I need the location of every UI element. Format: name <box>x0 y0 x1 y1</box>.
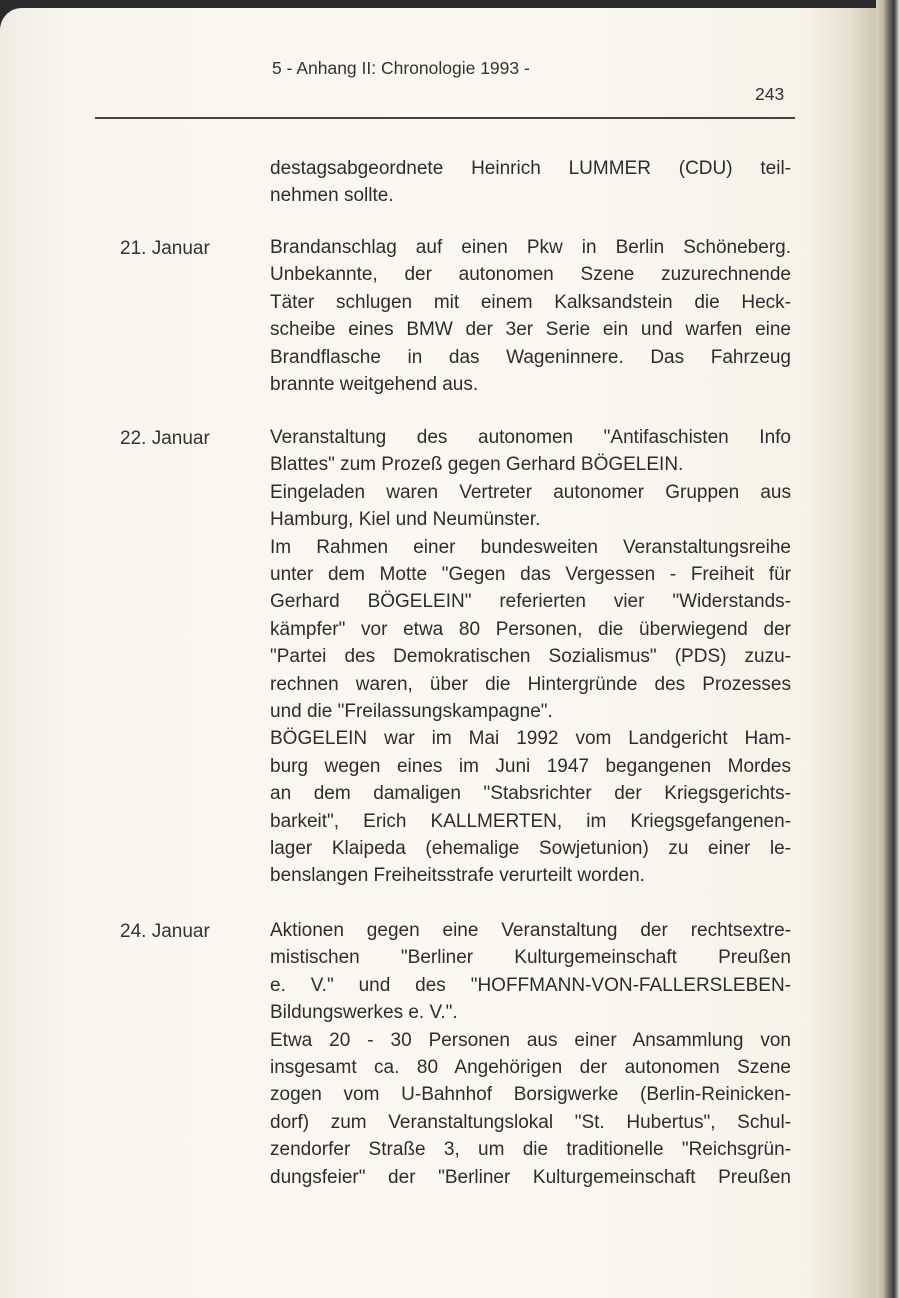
entry-date: 21. Januar <box>120 238 210 259</box>
entry-text-line: und die "Freilassungskampagne". <box>270 701 553 722</box>
entry-text-line: Brandflasche in das Wageninnere. Das Fahrzeug <box>270 346 791 368</box>
entry-text-line: Aktionen gegen eine Veranstaltung der rechtsextre- <box>270 920 791 941</box>
entry-text-line: dorf) zum Veranstaltungslokal "St. Hubertus", Schul- <box>270 1111 791 1133</box>
entry-text-line: zendorfer Straße 3, um die traditionelle "Reichsgrün- <box>270 1139 791 1161</box>
entry-text-line: Täter schlugen mit einem Kalksandstein die Heck- <box>270 291 791 313</box>
entry-text-line: insgesamt ca. 80 Angehörigen der autonomen Szene <box>270 1057 791 1078</box>
entry-text-line: an dem damaligen "Stabsrichter der Kriegsgerichts- <box>270 783 791 805</box>
entry-text-line: Gerhard BÖGELEIN" referierten vier "Widerstands- <box>270 591 791 613</box>
entry-text-line: Im Rahmen einer bundesweiten Veranstaltungsreihe <box>270 536 791 558</box>
page-number: 243 <box>755 84 785 104</box>
entry-text-line: brannte weitgehend aus. <box>270 374 479 395</box>
entry-text-line: scheibe eines BMW der 3er Serie ein und warfen eine <box>270 319 791 341</box>
entry-text-line: Brandanschlag auf einen Pkw in Berlin Schöneberg. <box>270 237 791 258</box>
entry-text-line: Unbekannte, der autonomen Szene zuzurechnende <box>270 264 791 286</box>
running-header: 5 - Anhang II: Chronologie 1993 - <box>272 58 530 78</box>
entry-text-line: mistischen "Berliner Kulturgemeinschaft Preußen <box>270 947 791 969</box>
entry-text-line: e. V." und des "HOFFMANN-VON-FALLERSLEBEN- <box>270 974 791 996</box>
entry-date: 22. Januar <box>120 428 210 449</box>
entry-text-line: rechnen waren, über die Hintergründe des Prozesses <box>270 673 791 695</box>
continuation-line: nehmen sollte. <box>270 185 394 207</box>
entry-text-line: lager Klaipeda (ehemalige Sowjetunion) zu einer le- <box>270 838 791 859</box>
entry-text-line: Veranstaltung des autonomen "Antifaschisten Info <box>270 427 791 448</box>
entry-text-line: zogen vom U-Bahnhof Borsigwerke (Berlin-Reinicken- <box>270 1084 791 1106</box>
entry-text-line: BÖGELEIN war im Mai 1992 vom Landgericht Ham- <box>270 728 791 750</box>
header-rule <box>95 117 795 119</box>
entry-text-line: benslangen Freiheitsstrafe verurteilt worden. <box>270 865 645 887</box>
entry-text-line: Etwa 20 - 30 Personen aus einer Ansammlung von <box>270 1029 791 1051</box>
entry-text-line: burg wegen eines im Juni 1947 begangenen Mordes <box>270 755 791 777</box>
entry-text-line: Blattes" zum Prozeß gegen Gerhard BÖGELEIN. <box>270 454 684 476</box>
document-page <box>0 8 876 1298</box>
entry-text-line: barkeit", Erich KALLMERTEN, im Kriegsgefangenen- <box>270 810 791 832</box>
book-edge <box>876 0 900 1298</box>
entry-text-line: dungsfeier" der "Berliner Kulturgemeinschaft Preußen <box>270 1166 791 1188</box>
entry-date: 24. Januar <box>120 921 210 942</box>
continuation-line: destagsabgeordnete Heinrich LUMMER (CDU) teil- <box>270 158 791 179</box>
entry-text-line: kämpfer" vor etwa 80 Personen, die überwiegend der <box>270 618 791 640</box>
entry-text-line: Eingeladen waren Vertreter autonomer Gruppen aus <box>270 481 791 503</box>
entry-text-line: Bildungswerkes e. V.". <box>270 1002 458 1024</box>
entry-text-line: Hamburg, Kiel und Neumünster. <box>270 509 541 531</box>
entry-text-line: "Partei des Demokratischen Sozialismus" (PDS) zuzu- <box>270 646 791 668</box>
entry-text-line: unter dem Motte "Gegen das Vergessen - Freiheit für <box>270 564 791 585</box>
